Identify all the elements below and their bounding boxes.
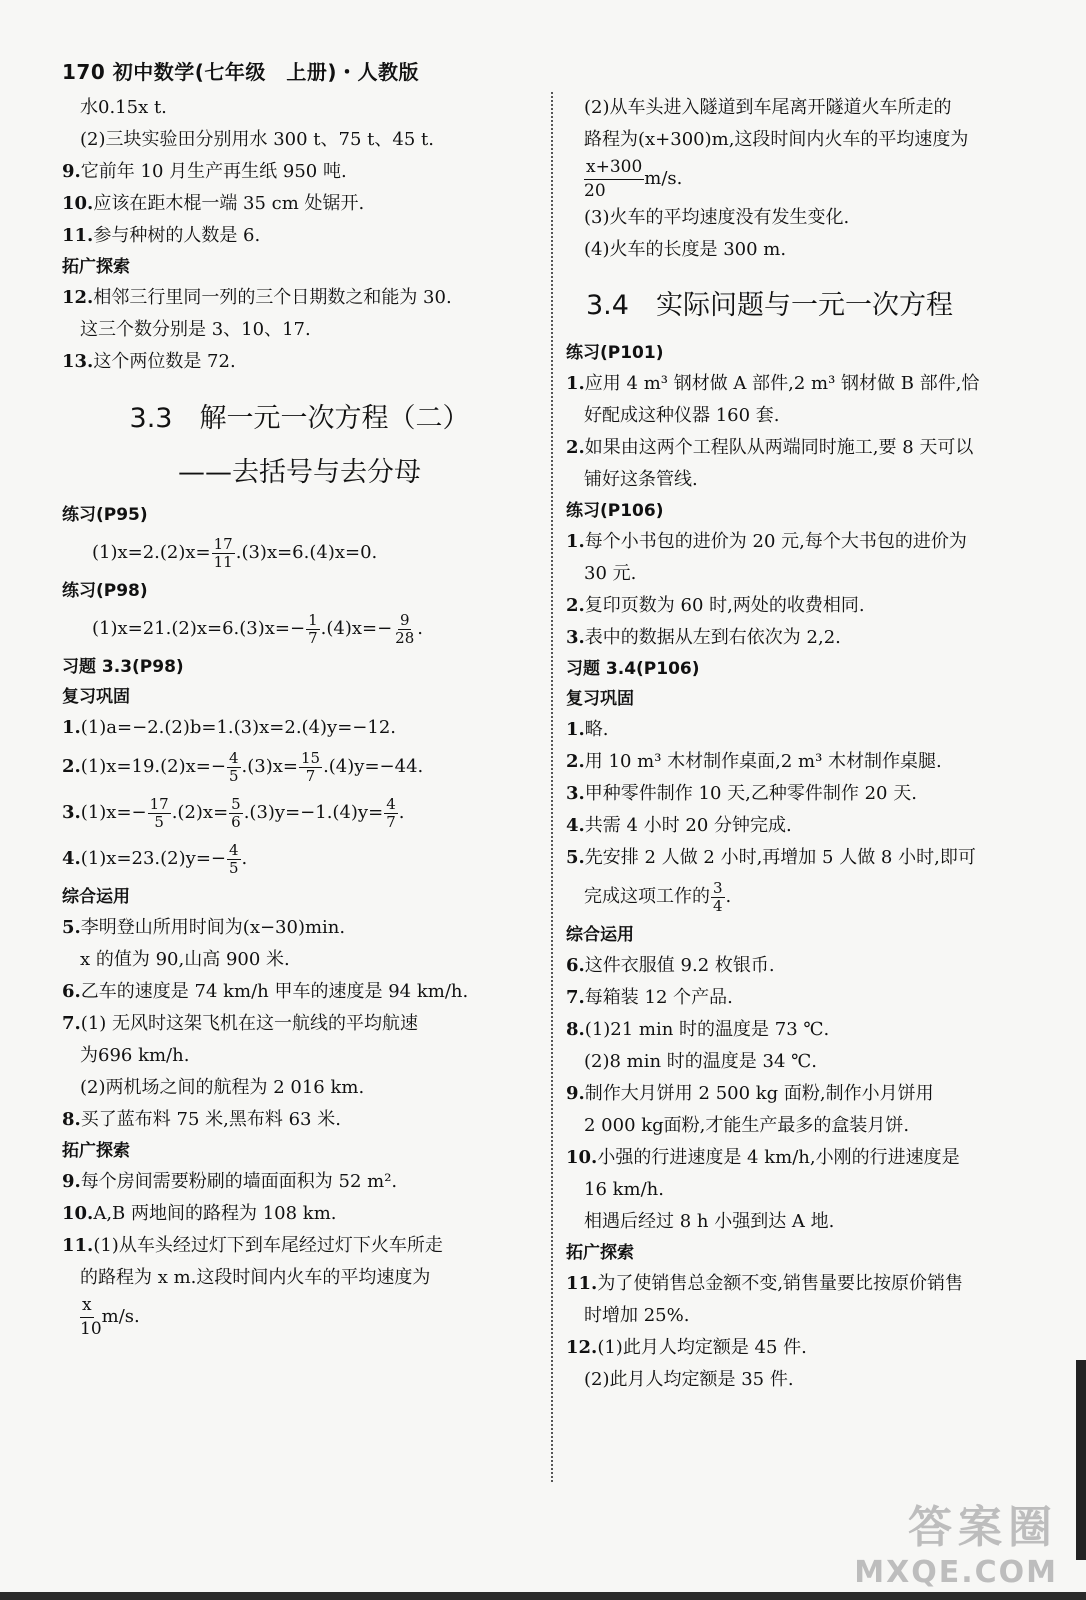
column-divider	[551, 92, 553, 1482]
exercise-heading: 练习(P95)	[62, 505, 148, 525]
denominator: 7	[305, 766, 316, 785]
text-line: 这三个数分别是 3、10、17.	[80, 319, 311, 340]
denominator: 10	[80, 1318, 102, 1339]
answer-item	[566, 1014, 1036, 1046]
item-number: 5.	[62, 917, 81, 938]
book-title: 初中数学(七年级 上册)・人教版	[112, 60, 419, 84]
subsection-heading: 综合运用	[566, 925, 634, 945]
answer-item	[62, 1166, 537, 1198]
denominator: 28	[395, 628, 415, 647]
numerator: 4	[228, 749, 239, 767]
item-number: 7.	[566, 987, 585, 1008]
text-line: (2)三块实验田分别用水 300 t、75 t、45 t.	[80, 129, 434, 150]
unit-text: m/s.	[101, 1306, 140, 1327]
item-text: 应用 4 m³ 钢材做 A 部件,2 m³ 钢材做 B 部件,恰	[584, 373, 980, 394]
eq-text: .(3)x=	[241, 756, 298, 777]
denominator: 4	[713, 896, 723, 915]
numerator: 9	[399, 611, 410, 629]
eq-text: .(3)y=−1.(4)y=	[243, 802, 384, 823]
fraction	[227, 750, 241, 784]
answer-item	[566, 1268, 1036, 1300]
subsection-heading: 拓广探索	[566, 1243, 634, 1263]
page-header	[62, 56, 419, 85]
item-text: 先安排 2 人做 2 小时,再增加 5 人做 8 小时,即可	[584, 847, 976, 868]
eq-text: .(3)x=6.(4)x=0.	[235, 542, 378, 563]
item-number: 11.	[62, 1235, 94, 1256]
section-title: 3.4 实际问题与一元一次方程	[586, 290, 953, 321]
text-line: 路程为(x+300)m,这段时间内火车的平均速度为	[584, 129, 969, 150]
answer-item	[62, 744, 537, 790]
item-number: 1.	[566, 719, 585, 740]
text-line: 相遇后经过 8 h 小强到达 A 地.	[584, 1211, 835, 1232]
answer-item	[566, 810, 1036, 842]
fraction	[299, 750, 322, 784]
fraction	[229, 796, 243, 830]
item-number: 3.	[62, 802, 81, 823]
item-number: 9.	[62, 161, 81, 182]
item-number: 2.	[62, 756, 81, 777]
answer-item	[566, 950, 1036, 982]
answer-item	[62, 836, 537, 882]
item-number: 2.	[566, 751, 585, 772]
answer-item	[566, 842, 1036, 874]
denominator: 5	[154, 812, 164, 831]
text-line: (2)从车头进入隧道到车尾离开隧道火车所走的	[584, 97, 952, 118]
numerator: 17	[213, 535, 233, 553]
answer-item	[566, 368, 1036, 400]
item-text: 共需 4 小时 20 分钟完成.	[584, 815, 792, 836]
fraction	[711, 880, 725, 914]
page-bottom-edge	[0, 1592, 1086, 1600]
text-line: 水0.15x t.	[80, 97, 167, 118]
answer-item	[62, 346, 537, 378]
text-line: x 的值为 90,山高 900 米.	[80, 949, 290, 970]
item-text: A,B 两地间的路程为 108 km.	[93, 1203, 337, 1224]
answer-item	[566, 1078, 1036, 1110]
text-line: 2 000 kg面粉,才能生产最多的盒装月饼.	[584, 1115, 910, 1136]
item-number: 8.	[62, 1109, 81, 1130]
item-text: 略.	[584, 719, 609, 740]
fraction	[306, 612, 320, 646]
eq-text: .	[725, 886, 732, 907]
item-text: 甲种零件制作 10 天,乙种零件制作 20 天.	[584, 783, 917, 804]
answer-item	[62, 282, 537, 314]
right-column	[566, 92, 1036, 1396]
site-watermark	[854, 1491, 1058, 1590]
item-text: 买了蓝布料 75 米,黑布料 63 米.	[80, 1109, 341, 1130]
numerator: 17	[149, 795, 169, 813]
item-number: 5.	[566, 847, 585, 868]
text-line: 好配成这种仪器 160 套.	[584, 405, 780, 426]
item-text: 参与种树的人数是 6.	[93, 225, 261, 246]
item-text: (1)21 min 时的温度是 73 ℃.	[584, 1019, 830, 1040]
eq-text: (1)x=23.(2)y=−	[80, 848, 226, 869]
subsection-heading: 复习巩固	[566, 689, 634, 709]
item-text: (1)此月人均定额是 45 件.	[597, 1337, 807, 1358]
item-text: 它前年 10 月生产再生纸 950 吨.	[80, 161, 347, 182]
denominator: 5	[228, 858, 239, 877]
item-number: 13.	[62, 351, 94, 372]
text-line: 16 km/h.	[584, 1179, 664, 1200]
item-text: 小强的行进速度是 4 km/h,小刚的行进速度是	[597, 1147, 960, 1168]
item-text: 每个房间需要粉刷的墙面面积为 52 m².	[80, 1171, 398, 1192]
answer-item	[566, 590, 1036, 622]
subsection-heading: 综合运用	[62, 887, 130, 907]
item-text: 用 10 m³ 木材制作桌面,2 m³ 木材制作桌腿.	[584, 751, 942, 772]
answer-item	[566, 982, 1036, 1014]
exercise-heading: 习题 3.3(P98)	[62, 657, 184, 677]
answer-item	[62, 188, 537, 220]
item-text: 乙车的速度是 74 km/h 甲车的速度是 94 km/h.	[80, 981, 469, 1002]
text-line: (2)此月人均定额是 35 件.	[584, 1369, 794, 1390]
subsection-heading: 复习巩固	[62, 687, 130, 707]
fraction	[227, 842, 241, 876]
fraction	[584, 156, 644, 201]
item-text: 李明登山所用时间为(x−30)min.	[80, 917, 346, 938]
item-number: 6.	[62, 981, 81, 1002]
item-text: 这个两位数是 72.	[93, 351, 236, 372]
exercise-heading: 习题 3.4(P106)	[566, 659, 700, 679]
answer-item	[566, 1142, 1036, 1174]
numerator: 1	[308, 611, 318, 629]
answer-item	[566, 1332, 1036, 1364]
eq-text: (1)x=−	[80, 802, 147, 823]
answer-item	[566, 622, 1036, 654]
item-text: 每个小书包的进价为 20 元,每个大书包的进价为	[584, 531, 967, 552]
text-line: (3)火车的平均速度没有发生变化.	[584, 207, 850, 228]
fraction	[80, 1294, 102, 1339]
answer-item	[566, 778, 1036, 810]
item-text: 如果由这两个工程队从两端同时施工,要 8 天可以	[584, 437, 974, 458]
answer-item	[62, 1008, 537, 1040]
item-text: 表中的数据从左到右依次为 2,2.	[584, 627, 841, 648]
denominator: 11	[213, 552, 233, 571]
left-column	[62, 92, 537, 1340]
equation-line	[566, 874, 1036, 920]
denominator: 7	[308, 628, 318, 647]
eq-text: 完成这项工作的	[584, 886, 710, 907]
item-number: 4.	[566, 815, 585, 836]
answer-item	[62, 1230, 537, 1262]
item-text: 制作大月饼用 2 500 kg 面粉,制作小月饼用	[584, 1083, 934, 1104]
denominator: 7	[386, 812, 396, 831]
item-number: 8.	[566, 1019, 585, 1040]
item-text: (1)a=−2.(2)b=1.(3)x=2.(4)y=−12.	[80, 717, 396, 738]
eq-text: .	[398, 802, 405, 823]
item-text: 每箱装 12 个产品.	[584, 987, 733, 1008]
item-number: 10.	[62, 1203, 94, 1224]
text-line: 的路程为 x m.这段时间内火车的平均速度为	[80, 1267, 431, 1288]
item-number: 10.	[62, 193, 94, 214]
answer-item	[566, 526, 1036, 558]
item-number: 12.	[566, 1337, 598, 1358]
text-line: (4)火车的长度是 300 m.	[584, 239, 787, 260]
item-number: 10.	[566, 1147, 598, 1168]
text-line: (2)两机场之间的航程为 2 016 km.	[80, 1077, 365, 1098]
eq-text: .	[417, 618, 423, 639]
item-number: 7.	[62, 1013, 81, 1034]
item-text: 为了使销售总金额不变,销售量要比按原价销售	[597, 1273, 964, 1294]
eq-text: .	[241, 848, 248, 869]
item-number: 12.	[62, 287, 94, 308]
fraction	[148, 796, 171, 830]
page-number: 170	[62, 60, 106, 84]
equation-line	[566, 156, 1036, 202]
item-text: 复印页数为 60 时,两处的收费相同.	[584, 595, 865, 616]
eq-text: (1)x=21.(2)x=6.(3)x=−	[92, 618, 306, 639]
item-number: 1.	[566, 531, 585, 552]
numerator: x+300	[584, 156, 644, 179]
fraction	[212, 536, 235, 570]
equation-line	[62, 606, 537, 652]
item-number: 1.	[62, 717, 81, 738]
numerator: 3	[713, 879, 723, 897]
text-line: 铺好这条管线.	[584, 469, 698, 490]
eq-text: .(4)x=−	[320, 618, 393, 639]
text-line: 时增加 25%.	[584, 1305, 690, 1326]
denominator: 5	[228, 766, 239, 785]
answer-item	[62, 790, 537, 836]
section-title: 3.3 解一元一次方程（二）	[129, 403, 470, 434]
subsection-heading: 拓广探索	[62, 1141, 130, 1161]
text-line: (2)8 min 时的温度是 34 ℃.	[584, 1051, 818, 1072]
eq-text: (1)x=2.(2)x=	[92, 542, 211, 563]
equation-line	[62, 1294, 537, 1340]
numerator: 4	[386, 795, 396, 813]
answer-item	[62, 712, 537, 744]
item-number: 9.	[62, 1171, 81, 1192]
answer-item	[62, 1104, 537, 1136]
answer-item	[62, 220, 537, 252]
item-number: 3.	[566, 783, 585, 804]
denominator: 6	[231, 812, 241, 831]
eq-text: .(4)y=−44.	[323, 756, 424, 777]
text-line: 为696 km/h.	[80, 1045, 190, 1066]
answer-item	[566, 746, 1036, 778]
unit-text: m/s.	[644, 168, 683, 189]
subsection-heading: 拓广探索	[62, 257, 130, 277]
numerator: 5	[231, 795, 241, 813]
answer-item	[62, 1198, 537, 1230]
answer-item	[566, 432, 1036, 464]
numerator: 15	[300, 749, 321, 767]
item-text: 相邻三行里同一列的三个日期数之和能为 30.	[93, 287, 452, 308]
item-text: (1)从车头经过灯下到车尾经过灯下火车所走	[93, 1235, 443, 1256]
exercise-heading: 练习(P98)	[62, 581, 148, 601]
item-text: 应该在距木棍一端 35 cm 处锯开.	[93, 193, 365, 214]
item-number: 6.	[566, 955, 585, 976]
fraction	[393, 612, 416, 646]
answer-item	[566, 714, 1036, 746]
eq-text: .(2)x=	[171, 802, 229, 823]
watermark-url: MXQE.COM	[854, 1555, 1058, 1590]
eq-text: (1)x=19.(2)x=−	[80, 756, 226, 777]
answer-item	[62, 156, 537, 188]
item-number: 2.	[566, 437, 585, 458]
watermark-logo-text: 答案圈	[908, 1502, 1058, 1553]
page-edge-shadow	[1076, 1360, 1086, 1560]
item-number: 4.	[62, 848, 81, 869]
text-line: 30 元.	[584, 563, 637, 584]
item-number: 11.	[566, 1273, 598, 1294]
numerator: x	[80, 1294, 94, 1317]
item-number: 11.	[62, 225, 94, 246]
numerator: 4	[228, 841, 239, 859]
item-number: 1.	[566, 373, 585, 394]
fraction	[384, 796, 398, 830]
exercise-heading: 练习(P101)	[566, 343, 664, 363]
item-text: (1) 无风时这架飞机在这一航线的平均航速	[80, 1013, 419, 1034]
section-subtitle: ——去括号与去分母	[178, 457, 421, 488]
answer-item	[62, 976, 537, 1008]
item-number: 2.	[566, 595, 585, 616]
item-number: 3.	[566, 627, 585, 648]
item-text: 这件衣服值 9.2 枚银币.	[584, 955, 775, 976]
item-number: 9.	[566, 1083, 585, 1104]
exercise-heading: 练习(P106)	[566, 501, 664, 521]
equation-line	[62, 530, 537, 576]
denominator: 20	[584, 180, 606, 201]
answer-item	[62, 912, 537, 944]
